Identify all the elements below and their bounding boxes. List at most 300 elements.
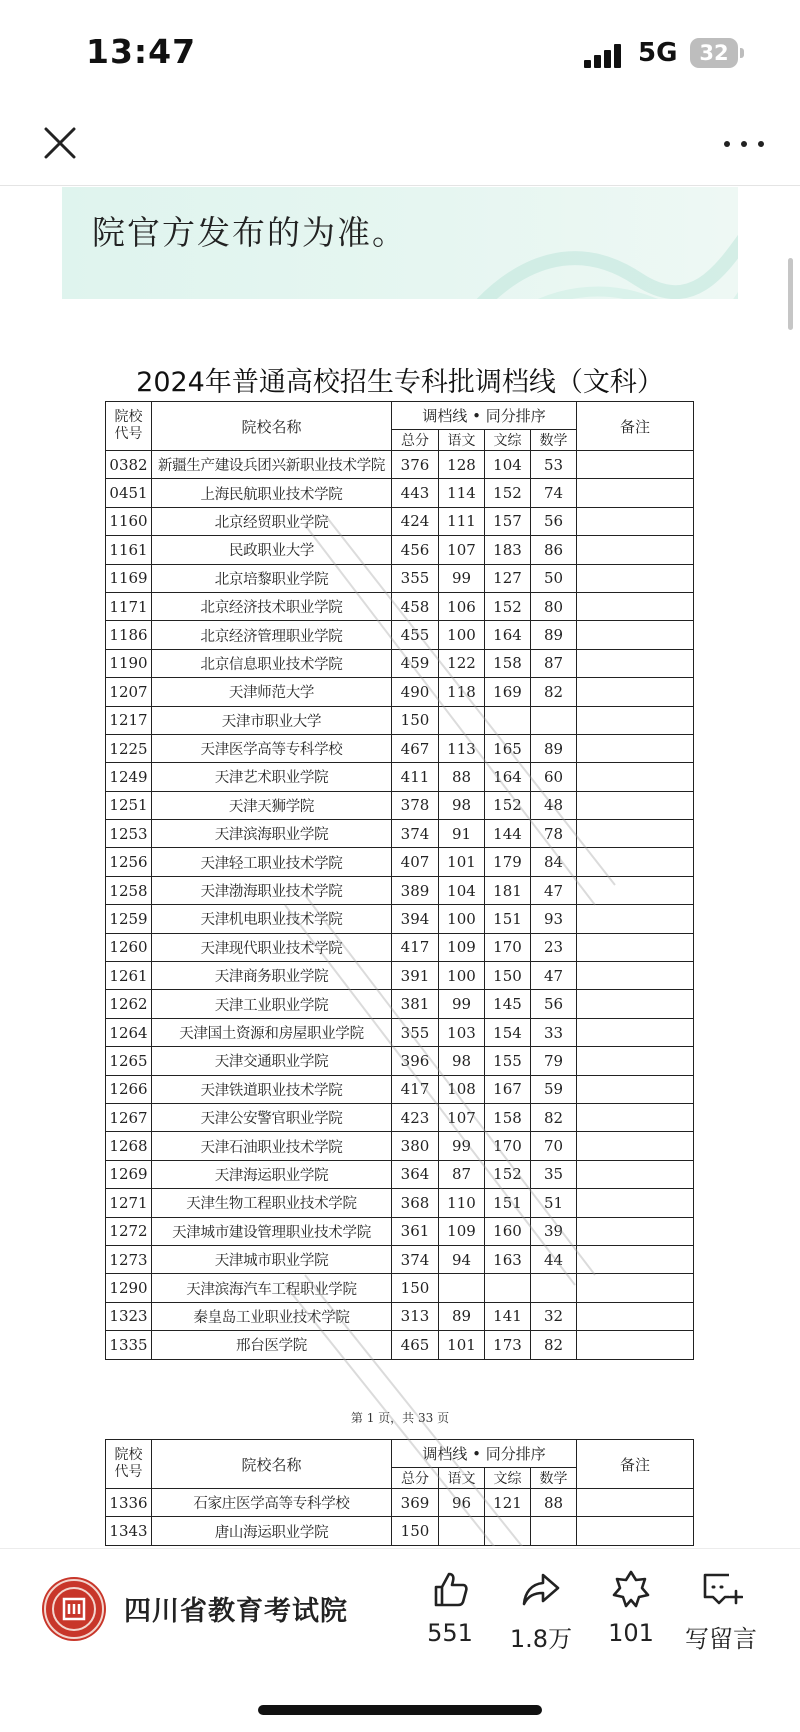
cell-name: 北京经贸职业学院 — [152, 507, 392, 535]
cell-math: 23 — [531, 933, 577, 961]
cell-wenzong: 173 — [485, 1331, 531, 1359]
cell-wenzong: 151 — [485, 905, 531, 933]
table-row — [106, 592, 694, 620]
cell-wenzong: 151 — [485, 1189, 531, 1217]
cell-name: 天津师范大学 — [152, 678, 392, 706]
cell-code: 1343 — [106, 1517, 152, 1545]
cell-total: 396 — [392, 1047, 439, 1075]
table-row — [106, 479, 694, 507]
cell-name: 天津城市职业学院 — [152, 1245, 392, 1273]
header-total: 总分 — [392, 1468, 439, 1489]
cell-chinese — [439, 1517, 485, 1545]
header-chinese: 语文 — [439, 1468, 485, 1489]
cell-wenzong: 170 — [485, 933, 531, 961]
cell-total: 467 — [392, 734, 439, 762]
table-row — [106, 933, 694, 961]
cell-chinese: 101 — [439, 1331, 485, 1359]
cell-name: 天津城市建设管理职业技术学院 — [152, 1217, 392, 1245]
cell-chinese: 91 — [439, 820, 485, 848]
cutoff-table-page2 — [105, 1439, 694, 1546]
cell-code: 1267 — [106, 1103, 152, 1131]
cell-chinese: 109 — [439, 933, 485, 961]
table-row — [106, 678, 694, 706]
cell-name: 唐山海运职业学院 — [152, 1517, 392, 1545]
cell-note — [577, 678, 694, 706]
cell-name: 天津滨海汽车工程职业学院 — [152, 1274, 392, 1302]
cell-math: 84 — [531, 848, 577, 876]
document-page — [100, 360, 700, 1546]
cell-math: 59 — [531, 1075, 577, 1103]
cell-chinese: 99 — [439, 564, 485, 592]
cell-name: 天津市职业大学 — [152, 706, 392, 734]
cell-name: 石家庄医学高等专科学校 — [152, 1489, 392, 1517]
cell-math: 35 — [531, 1160, 577, 1188]
cell-total: 417 — [392, 1075, 439, 1103]
cell-code: 1160 — [106, 507, 152, 535]
cell-note — [577, 1217, 694, 1245]
cell-wenzong: 158 — [485, 1103, 531, 1131]
cell-wenzong: 179 — [485, 848, 531, 876]
cell-note — [577, 706, 694, 734]
cell-chinese: 118 — [439, 678, 485, 706]
cell-total: 150 — [392, 1274, 439, 1302]
table-row — [106, 1160, 694, 1188]
account-logo-icon[interactable] — [42, 1577, 106, 1641]
cell-note — [577, 451, 694, 479]
cell-wenzong: 164 — [485, 763, 531, 791]
cell-wenzong: 152 — [485, 1160, 531, 1188]
header-math: 数学 — [531, 1468, 577, 1489]
cell-note — [577, 1489, 694, 1517]
write-comment-label: 写留言 — [685, 1625, 757, 1653]
bottom-action-bar — [0, 1548, 800, 1732]
cell-math: 33 — [531, 1018, 577, 1046]
table-row — [106, 1274, 694, 1302]
article-nav-bar — [0, 105, 800, 186]
cell-wenzong: 160 — [485, 1217, 531, 1245]
cell-chinese: 110 — [439, 1189, 485, 1217]
cell-total: 368 — [392, 1189, 439, 1217]
cell-math: 82 — [531, 1103, 577, 1131]
account-name[interactable]: 四川省教育考试院 — [124, 1596, 348, 1627]
cell-note — [577, 1245, 694, 1273]
cell-code: 1207 — [106, 678, 152, 706]
share-button[interactable] — [496, 1569, 586, 1654]
share-icon — [521, 1569, 561, 1609]
cell-total: 394 — [392, 905, 439, 933]
cell-note — [577, 848, 694, 876]
cell-total: 391 — [392, 962, 439, 990]
table-row — [106, 905, 694, 933]
table-row — [106, 763, 694, 791]
cell-math: 56 — [531, 507, 577, 535]
cell-code: 1264 — [106, 1018, 152, 1046]
cell-note — [577, 1189, 694, 1217]
cell-math — [531, 1517, 577, 1545]
cell-note — [577, 905, 694, 933]
cell-code: 1273 — [106, 1245, 152, 1273]
cell-name: 天津生物工程职业技术学院 — [152, 1189, 392, 1217]
cell-total: 374 — [392, 820, 439, 848]
cell-note — [577, 933, 694, 961]
cell-code: 1258 — [106, 876, 152, 904]
header-note: 备注 — [577, 402, 694, 451]
share-count: 1.8万 — [509, 1625, 573, 1653]
cell-total: 424 — [392, 507, 439, 535]
cell-total: 380 — [392, 1132, 439, 1160]
cell-code: 1323 — [106, 1302, 152, 1330]
cell-total: 355 — [392, 564, 439, 592]
cell-math: 47 — [531, 876, 577, 904]
cell-code: 1249 — [106, 763, 152, 791]
cell-chinese: 108 — [439, 1075, 485, 1103]
cell-wenzong: 152 — [485, 592, 531, 620]
cell-code: 1169 — [106, 564, 152, 592]
cell-math: 47 — [531, 962, 577, 990]
cell-chinese — [439, 706, 485, 734]
cell-math: 86 — [531, 536, 577, 564]
cell-note — [577, 479, 694, 507]
status-time: 13:47 — [86, 32, 197, 71]
more-options-icon[interactable] — [722, 133, 766, 153]
cell-note — [577, 990, 694, 1018]
cell-code: 1266 — [106, 1075, 152, 1103]
cell-chinese: 98 — [439, 791, 485, 819]
header-code: 院校代号 — [106, 1440, 152, 1489]
cell-math: 48 — [531, 791, 577, 819]
cell-code: 1336 — [106, 1489, 152, 1517]
header-group: 调档线 • 同分排序 — [392, 402, 577, 430]
cell-math: 60 — [531, 763, 577, 791]
table-row — [106, 1018, 694, 1046]
cell-math: 53 — [531, 451, 577, 479]
header-name: 院校名称 — [152, 1440, 392, 1489]
cell-total: 458 — [392, 592, 439, 620]
cell-chinese: 114 — [439, 479, 485, 507]
cell-math: 89 — [531, 734, 577, 762]
cell-math: 88 — [531, 1489, 577, 1517]
cell-code: 0451 — [106, 479, 152, 507]
cell-wenzong: 104 — [485, 451, 531, 479]
cell-chinese: 106 — [439, 592, 485, 620]
header-name: 院校名称 — [152, 402, 392, 451]
header-note: 备注 — [577, 1440, 694, 1489]
table-row — [106, 1302, 694, 1330]
cell-math: 79 — [531, 1047, 577, 1075]
document-title: 2024年普通高校招生专科批调档线（文科） — [136, 367, 664, 398]
cell-wenzong: 181 — [485, 876, 531, 904]
cell-note — [577, 649, 694, 677]
cell-code: 1262 — [106, 990, 152, 1018]
cell-chinese: 98 — [439, 1047, 485, 1075]
cell-note — [577, 507, 694, 535]
cell-note — [577, 876, 694, 904]
header-total: 总分 — [392, 430, 439, 451]
cell-chinese: 100 — [439, 962, 485, 990]
cell-wenzong: 152 — [485, 479, 531, 507]
cell-note — [577, 536, 694, 564]
cell-total: 374 — [392, 1245, 439, 1273]
comment-button[interactable] — [676, 1569, 766, 1654]
cell-name: 天津公安警官职业学院 — [152, 1103, 392, 1131]
cell-chinese: 111 — [439, 507, 485, 535]
cell-math: 82 — [531, 678, 577, 706]
table-row — [106, 1132, 694, 1160]
table-row — [106, 990, 694, 1018]
network-type: 5G — [638, 38, 678, 68]
cell-code: 1190 — [106, 649, 152, 677]
cell-math: 78 — [531, 820, 577, 848]
cell-wenzong: 155 — [485, 1047, 531, 1075]
cell-code: 1171 — [106, 592, 152, 620]
cell-note — [577, 592, 694, 620]
header-group: 调档线 • 同分排序 — [392, 1440, 577, 1468]
cell-wenzong: 158 — [485, 649, 531, 677]
cell-name: 天津渤海职业技术学院 — [152, 876, 392, 904]
header-chinese: 语文 — [439, 430, 485, 451]
cell-math: 89 — [531, 621, 577, 649]
like-count: 551 — [427, 1619, 473, 1647]
cell-name: 天津医学高等专科学校 — [152, 734, 392, 762]
cell-name: 秦皇岛工业职业技术学院 — [152, 1302, 392, 1330]
table-row — [106, 536, 694, 564]
cell-wenzong: 170 — [485, 1132, 531, 1160]
cell-code: 1217 — [106, 706, 152, 734]
cell-total: 465 — [392, 1331, 439, 1359]
cell-note — [577, 734, 694, 762]
banner-text: 院官方发布的为准。 — [92, 213, 407, 252]
banner-decoration — [458, 199, 738, 299]
cell-wenzong: 154 — [485, 1018, 531, 1046]
cutoff-table — [105, 401, 694, 1360]
table-row — [106, 848, 694, 876]
cell-note — [577, 1517, 694, 1545]
cell-name: 天津交通职业学院 — [152, 1047, 392, 1075]
battery-tip — [740, 48, 744, 58]
cell-name: 北京培黎职业学院 — [152, 564, 392, 592]
cell-math: 80 — [531, 592, 577, 620]
cell-total: 423 — [392, 1103, 439, 1131]
cellular-signal-icon — [584, 44, 626, 68]
recommend-button[interactable] — [586, 1569, 676, 1647]
close-icon[interactable] — [40, 123, 80, 163]
table-row — [106, 1245, 694, 1273]
cell-name: 天津铁道职业技术学院 — [152, 1075, 392, 1103]
thumbs-up-icon — [430, 1569, 470, 1609]
cell-note — [577, 1132, 694, 1160]
cell-name: 天津商务职业学院 — [152, 962, 392, 990]
cell-note — [577, 791, 694, 819]
cell-code: 1261 — [106, 962, 152, 990]
cell-total: 411 — [392, 763, 439, 791]
cell-chinese: 96 — [439, 1489, 485, 1517]
table-row — [106, 734, 694, 762]
table-row — [106, 451, 694, 479]
cell-total: 313 — [392, 1302, 439, 1330]
cell-note — [577, 1331, 694, 1359]
cell-chinese: 128 — [439, 451, 485, 479]
page-number: 第 1 页，共 33 页 — [350, 1411, 450, 1425]
cell-code: 1256 — [106, 848, 152, 876]
cell-chinese: 87 — [439, 1160, 485, 1188]
cell-total: 150 — [392, 706, 439, 734]
battery-icon: 32 — [690, 38, 738, 68]
cell-name: 新疆生产建设兵团兴新职业技术学院 — [152, 451, 392, 479]
table-row — [106, 1075, 694, 1103]
cell-wenzong: 144 — [485, 820, 531, 848]
cell-name: 北京信息职业技术学院 — [152, 649, 392, 677]
cell-total: 407 — [392, 848, 439, 876]
header-code: 院校代号 — [106, 402, 152, 451]
cell-chinese: 101 — [439, 848, 485, 876]
cell-wenzong: 150 — [485, 962, 531, 990]
cell-chinese: 109 — [439, 1217, 485, 1245]
table-row — [106, 1217, 694, 1245]
cell-code: 1272 — [106, 1217, 152, 1245]
cell-code: 0382 — [106, 451, 152, 479]
cell-name: 北京经济技术职业学院 — [152, 592, 392, 620]
cell-math: 50 — [531, 564, 577, 592]
table-row — [106, 621, 694, 649]
cell-total: 443 — [392, 479, 439, 507]
table-row — [106, 1517, 694, 1545]
cell-total: 381 — [392, 990, 439, 1018]
cell-chinese: 122 — [439, 649, 485, 677]
scrollbar[interactable] — [788, 258, 793, 330]
cell-math: 93 — [531, 905, 577, 933]
cell-wenzong: 121 — [485, 1489, 531, 1517]
cell-note — [577, 1075, 694, 1103]
cell-math: 32 — [531, 1302, 577, 1330]
cell-math — [531, 706, 577, 734]
cell-note — [577, 1302, 694, 1330]
header-math: 数学 — [531, 430, 577, 451]
cell-total: 459 — [392, 649, 439, 677]
cell-chinese: 88 — [439, 763, 485, 791]
cell-total: 376 — [392, 451, 439, 479]
cell-note — [577, 962, 694, 990]
cell-total: 355 — [392, 1018, 439, 1046]
cell-wenzong: 167 — [485, 1075, 531, 1103]
cell-math: 82 — [531, 1331, 577, 1359]
cell-note — [577, 1018, 694, 1046]
cell-code: 1269 — [106, 1160, 152, 1188]
table-row — [106, 962, 694, 990]
cell-name: 天津石油职业技术学院 — [152, 1132, 392, 1160]
status-bar — [0, 0, 800, 105]
cell-chinese — [439, 1274, 485, 1302]
cell-wenzong: 164 — [485, 621, 531, 649]
like-button[interactable] — [405, 1569, 495, 1647]
cell-total: 378 — [392, 791, 439, 819]
cell-code: 1225 — [106, 734, 152, 762]
header-wenzong: 文综 — [485, 1468, 531, 1489]
notice-banner — [62, 187, 738, 299]
cell-wenzong: 165 — [485, 734, 531, 762]
cell-math: 70 — [531, 1132, 577, 1160]
cell-code: 1335 — [106, 1331, 152, 1359]
cell-code: 1186 — [106, 621, 152, 649]
cell-code: 1290 — [106, 1274, 152, 1302]
cell-chinese: 89 — [439, 1302, 485, 1330]
table-row — [106, 706, 694, 734]
cell-code: 1161 — [106, 536, 152, 564]
cell-note — [577, 763, 694, 791]
cell-total: 361 — [392, 1217, 439, 1245]
cell-chinese: 104 — [439, 876, 485, 904]
cell-name: 北京经济管理职业学院 — [152, 621, 392, 649]
cell-chinese: 103 — [439, 1018, 485, 1046]
cell-code: 1260 — [106, 933, 152, 961]
cell-chinese: 107 — [439, 1103, 485, 1131]
cell-math: 39 — [531, 1217, 577, 1245]
table-row — [106, 1489, 694, 1517]
cell-total: 456 — [392, 536, 439, 564]
comment-icon — [699, 1569, 743, 1609]
table-row — [106, 649, 694, 677]
table-row — [106, 507, 694, 535]
cell-code: 1253 — [106, 820, 152, 848]
cell-wenzong — [485, 706, 531, 734]
cell-total: 389 — [392, 876, 439, 904]
cell-name: 天津国土资源和房屋职业学院 — [152, 1018, 392, 1046]
cell-note — [577, 1160, 694, 1188]
cell-note — [577, 1047, 694, 1075]
table-row — [106, 1331, 694, 1359]
cell-name: 邢台医学院 — [152, 1331, 392, 1359]
table-row — [106, 1047, 694, 1075]
cell-total: 417 — [392, 933, 439, 961]
cell-code: 1271 — [106, 1189, 152, 1217]
cell-name: 天津艺术职业学院 — [152, 763, 392, 791]
cell-note — [577, 820, 694, 848]
cell-math: 51 — [531, 1189, 577, 1217]
cell-name: 天津滨海职业学院 — [152, 820, 392, 848]
table-row — [106, 564, 694, 592]
cell-total: 490 — [392, 678, 439, 706]
cell-wenzong: 141 — [485, 1302, 531, 1330]
table-row — [106, 1103, 694, 1131]
cell-wenzong: 169 — [485, 678, 531, 706]
table-row — [106, 876, 694, 904]
cell-math: 87 — [531, 649, 577, 677]
cell-math: 56 — [531, 990, 577, 1018]
cell-name: 天津天狮学院 — [152, 791, 392, 819]
cell-chinese: 113 — [439, 734, 485, 762]
header-wenzong: 文综 — [485, 430, 531, 451]
cell-name: 天津现代职业技术学院 — [152, 933, 392, 961]
table-row — [106, 1189, 694, 1217]
cell-wenzong: 127 — [485, 564, 531, 592]
cell-total: 455 — [392, 621, 439, 649]
cell-math: 74 — [531, 479, 577, 507]
cell-wenzong: 157 — [485, 507, 531, 535]
cell-wenzong: 163 — [485, 1245, 531, 1273]
cell-name: 天津机电职业技术学院 — [152, 905, 392, 933]
cell-name: 天津海运职业学院 — [152, 1160, 392, 1188]
cell-code: 1251 — [106, 791, 152, 819]
cell-total: 364 — [392, 1160, 439, 1188]
recommend-count: 101 — [608, 1619, 654, 1647]
cell-math: 44 — [531, 1245, 577, 1273]
cell-chinese: 94 — [439, 1245, 485, 1273]
cell-wenzong — [485, 1274, 531, 1302]
cell-wenzong: 145 — [485, 990, 531, 1018]
cell-code: 1259 — [106, 905, 152, 933]
home-indicator[interactable] — [258, 1705, 542, 1715]
cell-total: 369 — [392, 1489, 439, 1517]
cell-name: 天津工业职业学院 — [152, 990, 392, 1018]
